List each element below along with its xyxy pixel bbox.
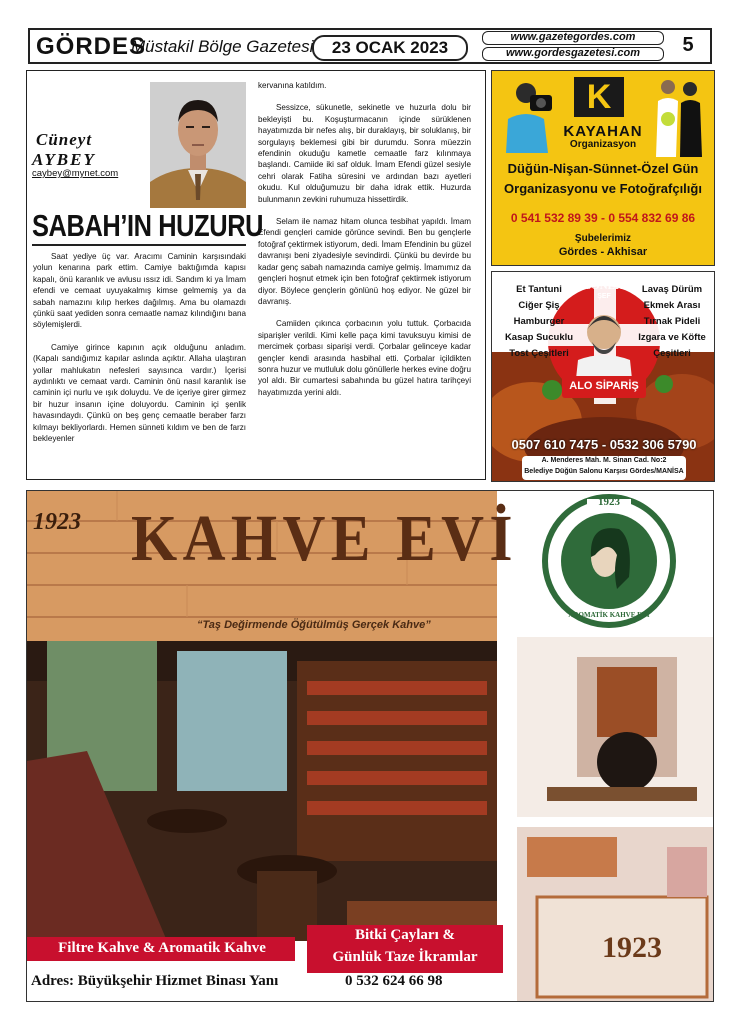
kayahan-ad[interactable] <box>491 70 715 266</box>
banner-right-2: Günlük Taze İkramlar <box>332 949 478 965</box>
kayahan-services-2: Organizasyonu ve Fotoğrafçılığı <box>504 181 702 196</box>
soner-ad[interactable] <box>491 271 715 482</box>
menu-item: Tırnak Pideli <box>643 316 701 327</box>
kahve-address: Adres: Büyükşehir Hizmet Binası Yanı <box>31 973 279 989</box>
menu-item: Ekmek Arası <box>643 300 701 311</box>
kahve-name: KAHVE EVİ <box>131 502 518 575</box>
paragraph: Sessizce, sükunetle, sekinetle ve huzurla dolu bir bekleyişti bu. Koşuşturmacanın içinde sürüklenen hayatımızda bir nefes alış, bir duraklayış, bir soluklanış, bir sorgulayış beklemesi gibi bir durumdu. Sonra müezzin efendinin okuduğu kametle cemaatle farz kılınmaya başlandı. Camiide iki saf olduk. İmam Efendi güzel sesiyle cehri olarak Fatiha süresini ve ardından bazı ayetleri okudu. Kul olduğumuzu bir daha idrak ettik. Huzurda bulunmanın zevkini ruhumuza hissettirdik. <box>258 103 471 204</box>
paragraph: Camiye girince kapının açık olduğunu anladım. (Kapalı sandığımız kapılar aslında açıktır. Allaha ulaştıran yollar mahlukatın nefesleri sayısınca vardır.) İçerisi aydınlıktı ve cemaat vardı. Caminin önü nasıl karanlık ise caminin içi nurlu ve ışık doluydu. Ve de içeriye girer girmez bir huzur insanın içine doluyordu. Caminin içi şenlik havasındaydı. Çünkü on beş genç cemaatle beraber farzı kılmayı bekliyorlardı. Hemen sünneti kıldım ve ben de farzı bekleyenler <box>33 342 246 444</box>
website-link-2[interactable]: www.gordesgazetesi.com <box>482 47 664 61</box>
article-column-1 <box>33 251 246 456</box>
soner-address-2: Belediye Düğün Salonu Karşısı Gördes/MANİSA <box>524 468 684 475</box>
author-first-name: Cüneyt <box>36 130 93 149</box>
soner-brand: SONER <box>585 280 623 292</box>
newspaper-name: GÖRDES <box>36 33 147 60</box>
kayahan-services-1: Düğün-Nişan-Sünnet-Özel Gün <box>507 161 699 176</box>
kayahan-branches: Gördes - Akhisar <box>558 246 648 258</box>
issue-date: 23 OCAK 2023 <box>312 35 468 61</box>
soner-right-menu <box>632 282 712 362</box>
page-number: 5 <box>682 34 694 56</box>
banner-left: Filtre Kahve & Aromatik Kahve <box>58 940 266 956</box>
kahve-phone[interactable]: 0 532 624 66 98 <box>345 973 443 989</box>
kahve-year: 1923 <box>33 509 81 535</box>
kahve-slogan: “Taş Değirmende Öğütülmüş Gerçek Kahve” <box>197 619 431 631</box>
coffee-grinder-photo <box>517 637 714 817</box>
kayahan-branches-label: Şubelerimiz <box>574 233 632 244</box>
article-title: SABAH’IN HUZURU <box>32 208 264 243</box>
soner-order-label: ALO SİPARİŞ <box>569 380 639 392</box>
menu-item: Kasap Sucuklu <box>504 332 574 343</box>
menu-item: Ciğer Şiş <box>518 300 560 311</box>
menu-item: Lavaş Dürüm <box>641 284 703 295</box>
kayahan-phones[interactable]: 0 541 532 89 39 - 0 554 832 69 86 <box>510 211 696 225</box>
menu-item: Et Tantuni <box>516 284 562 295</box>
author-last-name: AYBEY <box>32 150 96 169</box>
article-column-2 <box>258 80 471 409</box>
kayahan-logo-icon: K <box>574 77 624 117</box>
soner-left-menu <box>500 282 578 362</box>
soner-phones[interactable]: 0507 610 7475 - 0532 306 5790 <box>511 437 697 452</box>
paragraph: Saat yediye üç var. Aracımı Caminin karşısındaki yolun kenarına park ettim. Camiye baktığımda kapısı kapalı, önü karanlık ve avlusu ıssız idi. Sandım ki ya İmam efendi ve cemaat uyuyakalmış kimse gelmemiş ya da sabah namazını kılıp herkes dağılmış. Ama bu olamazdı çünkü saat yediden sonra cemaatle namaz kılındığını bana söylemişlerdi. <box>33 252 246 330</box>
cafe-counter-photo <box>517 827 714 1002</box>
newspaper-subtitle: Müstakil Bölge Gazetesi <box>131 37 314 56</box>
author-photo <box>150 82 246 208</box>
kayahan-sub: Organizasyon <box>569 139 637 150</box>
emblem-text: AROMATİK KAHVE EVİ <box>568 611 650 619</box>
kahve-emblem-icon <box>539 493 679 629</box>
counter-year: 1923 <box>602 931 662 964</box>
menu-item: Hamburger <box>513 316 565 327</box>
paragraph: Camiiden çıkınca çorbacının yolu tuttuk. Çorbacıda siparişler verildi. Kimi kelle paça kimi tavuksuyu kimisi de mercimek çorbası siparişi verdi. Çorbalar gelinceye kadar gençler kendi arasında hasbihal etti. Çorbalar içildikten sonra huzur ve mutluluk dolu gönüllerle herkes evine doğru yol aldı. Bir cumartesi sabahında bu güzel hatıra tarihçeyi hayatımızda yerini aldı. <box>258 319 471 397</box>
banner-right-1: Bitki Çayları & <box>355 927 455 943</box>
menu-item: Izgara ve Köfte <box>638 332 706 343</box>
menu-item: Çeşitleri <box>653 348 691 359</box>
paragraph: Selam ile namaz hitam olunca tesbihat yapıldı. İmam Efendi gençleri camide görünce sevindi. Ben bu gençlerle fotoğraf çektirmek istiyorum, dedi. İmam Efendinin bu güzel davranışı beni ziyadesiyle sevindirdi. Çünkü bu devirde bu kadar genç sabah namazında camiye gelmiş. İmamımız da gençleri hoşnut etmek için ben fotoğraf çektirmek istiyorum diyor. Böylece gençlerin gönlünü hoş ediyor. Ne güzel bir davranış. <box>258 217 471 306</box>
author-email[interactable]: caybey@mynet.com <box>32 168 119 179</box>
menu-item: Tost Çeşitleri <box>509 348 569 359</box>
website-link-1[interactable]: www.gazetegordes.com <box>482 31 664 45</box>
emblem-year: 1923 <box>598 496 620 508</box>
paragraph: kervanına katıldım. <box>258 81 327 90</box>
kahve-evi-ad[interactable] <box>26 490 714 1002</box>
cafe-interior-photo <box>27 641 497 941</box>
soner-address-1: A. Menderes Mah. M. Sinan Cad. No:2 <box>541 457 667 464</box>
kayahan-name: KAYAHAN <box>563 123 643 140</box>
soner-brand-sub: ŞEF <box>597 293 611 300</box>
title-divider <box>32 244 246 246</box>
